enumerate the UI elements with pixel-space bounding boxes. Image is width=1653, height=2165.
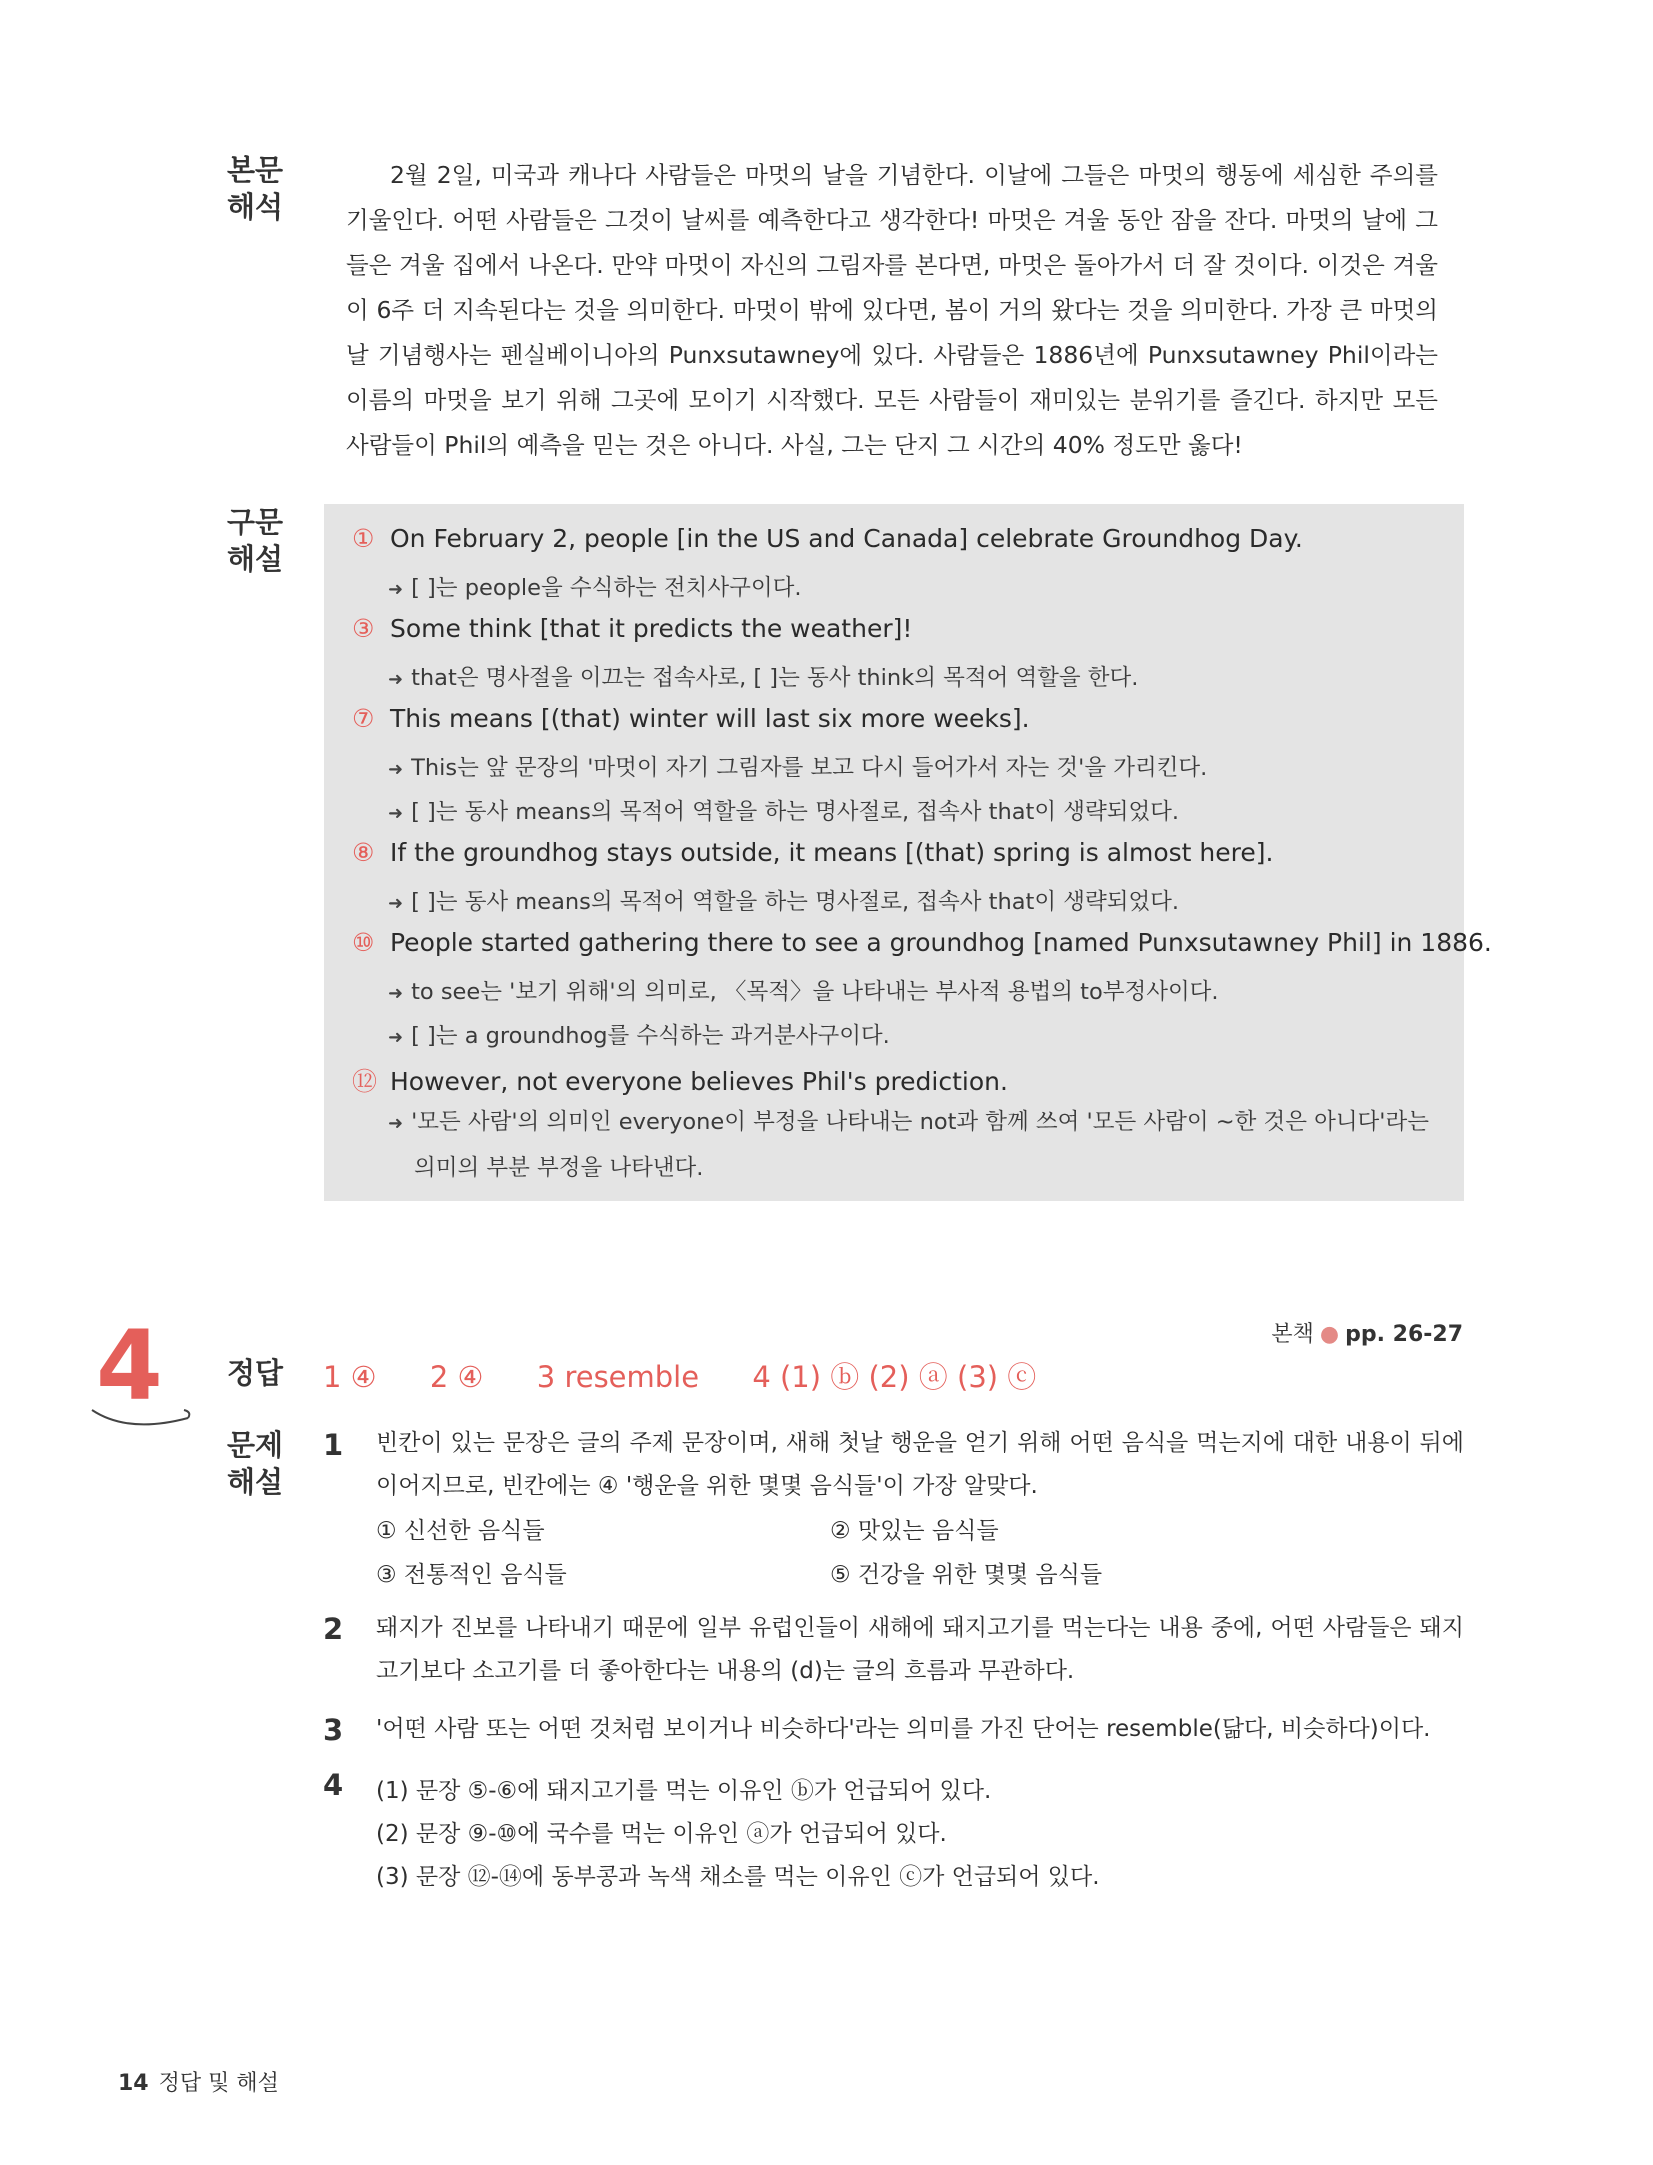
question-4-number: 4	[323, 1768, 344, 1802]
answers-line	[323, 1355, 1080, 1396]
question-3-text: '어떤 사람 또는 어떤 것처럼 보이거나 비슷하다'라는 의미를 가진 단어는 resemble(닮다, 비슷하다)이다.	[376, 1716, 1431, 1742]
grammar-note: ➜ to see는 '보기 위해'의 의미로, 〈목적〉을 나타내는 부사적 용법의 to부정사이다.	[388, 979, 1219, 1005]
translation-label: 본문 해석	[227, 153, 284, 224]
translation-text: 2월 2일, 미국과 캐나다 사람들은 마멋의 날을 기념한다. 이날에 그들은 마멋의 행동에 세심한 주의를 기울인다. 어떤 사람들은 그것이 날씨를 예측한다고 생각한다! 마멋은 겨울 동안 잠을 잔다. 마멋의 날에 그들은 겨울 집에서 나온다. 만약 마멋이 자신의 그림자를 본다면, 마멋은 돌아가서 더 잘 것이다. 이것은 겨울이 6주 더 지속된다는 것을 의미한다. 마멋이 밖에 있다면, 봄이 거의 왔다는 것을 의미한다. 가장 큰 마멋의 날 기념행사는 펜실베이니아의 Punxsutawney에 있다. 사람들은 1886년에 Punxsutawney Phil이라는 이름의 마멋을 보기 위해 그곳에 모이기 시작했다. 모든 사람들이 재미있는 분위기를 즐긴다. 하지만 모든 사람들이 Phil의 예측을 믿는 것은 아니다. 사실, 그는 단지 그 시간의 40% 정도만 옳다!	[346, 161, 1438, 459]
question-1-number: 1	[323, 1428, 344, 1462]
grammar-label: 구문 해설	[227, 505, 284, 576]
grammar-box	[324, 504, 1492, 1201]
answer-3: 3 resemble	[536, 1360, 700, 1394]
grammar-note: ➜ that은 명사절을 이끄는 접속사로, [ ]는 동사 think의 목적어 역할을 한다.	[388, 665, 1139, 691]
question-1-option: ② 맛있는 음식들	[830, 1518, 999, 1544]
grammar-note: ➜ [ ]는 동사 means의 목적어 역할을 하는 명사절로, 접속사 that이 생략되었다.	[388, 889, 1180, 915]
answer-label: 정답	[227, 1356, 284, 1390]
explanation-label: 문제 해설	[227, 1428, 284, 1499]
grammar-note: ➜ '모든 사람'의 의미인 everyone이 부정을 나타내는 not과 함께 쓰여 '모든 사람이 ~한 것은 아니다'라는 의미의 부분 부정을 나타낸다.	[388, 1109, 1429, 1181]
grammar-note: ➜ [ ]는 a groundhog를 수식하는 과거분사구이다.	[388, 1023, 890, 1049]
question-3-number: 3	[323, 1713, 344, 1747]
question-1-option: ③ 전통적인 음식들	[376, 1562, 567, 1588]
question-1-option: ① 신선한 음식들	[376, 1518, 545, 1544]
grammar-sentence: ⑩ People started gathering there to see a groundhog [named Punxsutawney Phil] in 1886.	[352, 928, 1492, 957]
answer-4: 4 (1) ⓑ (2) ⓐ (3) ⓒ	[752, 1360, 1037, 1394]
book-label: 정답 및 해설	[158, 2071, 279, 2096]
page-number: 14	[118, 2071, 149, 2096]
grammar-sentence: ③ Some think [that it predicts the weather]!	[352, 614, 913, 643]
page-reference: 본책 ● pp. 26-27	[1271, 1322, 1463, 1347]
grammar-sentence: ⑦ This means [(that) winter will last six more weeks].	[352, 704, 1030, 733]
answer-1: 1 ④	[323, 1360, 377, 1394]
question-2-text: 돼지가 진보를 나타내기 때문에 일부 유럽인들이 새해에 돼지고기를 먹는다는 내용 중에, 어떤 사람들은 돼지고기보다 소고기를 더 좋아한다는 내용의 (d)는 글의 흐름과 무관하다.	[376, 1615, 1464, 1684]
grammar-sentence: ⑧ If the groundhog stays outside, it means [(that) spring is almost here].	[352, 838, 1274, 867]
question-2-number: 2	[323, 1612, 344, 1646]
question-1-text: 빈칸이 있는 문장은 글의 주제 문장이며, 새해 첫날 행운을 얻기 위해 어떤 음식을 먹는지에 대한 내용이 뒤에 이어지므로, 빈칸에는 ④ '행운을 위한 몇몇 음식들'이 가장 알맞다.	[376, 1430, 1464, 1499]
question-1-option: ⑤ 건강을 위한 몇몇 음식들	[830, 1562, 1103, 1588]
section-number-swoosh	[88, 1400, 198, 1436]
question-4-line: (3) 문장 ⑫-⑭에 동부콩과 녹색 채소를 먹는 이유인 ⓒ가 언급되어 있다.	[376, 1864, 1100, 1890]
page-footer	[118, 2066, 279, 2097]
question-4-line: (1) 문장 ⑤-⑥에 돼지고기를 먹는 이유인 ⓑ가 언급되어 있다.	[376, 1778, 992, 1804]
question-4-line: (2) 문장 ⑨-⑩에 국수를 먹는 이유인 ⓐ가 언급되어 있다.	[376, 1821, 947, 1847]
grammar-sentence: ⑫ However, not everyone believes Phil's prediction.	[352, 1067, 1008, 1096]
grammar-note: ➜ This는 앞 문장의 '마멋이 자기 그림자를 보고 다시 들어가서 자는 것'을 가리킨다.	[388, 755, 1208, 781]
answer-2: 2 ④	[429, 1360, 484, 1394]
grammar-note: ➜ [ ]는 people을 수식하는 전치사구이다.	[388, 575, 802, 601]
grammar-sentence: ① On February 2, people [in the US and Canada] celebrate Groundhog Day.	[352, 524, 1303, 553]
section-number: 4	[96, 1310, 163, 1422]
grammar-note: ➜ [ ]는 동사 means의 목적어 역할을 하는 명사절로, 접속사 that이 생략되었다.	[388, 799, 1180, 825]
